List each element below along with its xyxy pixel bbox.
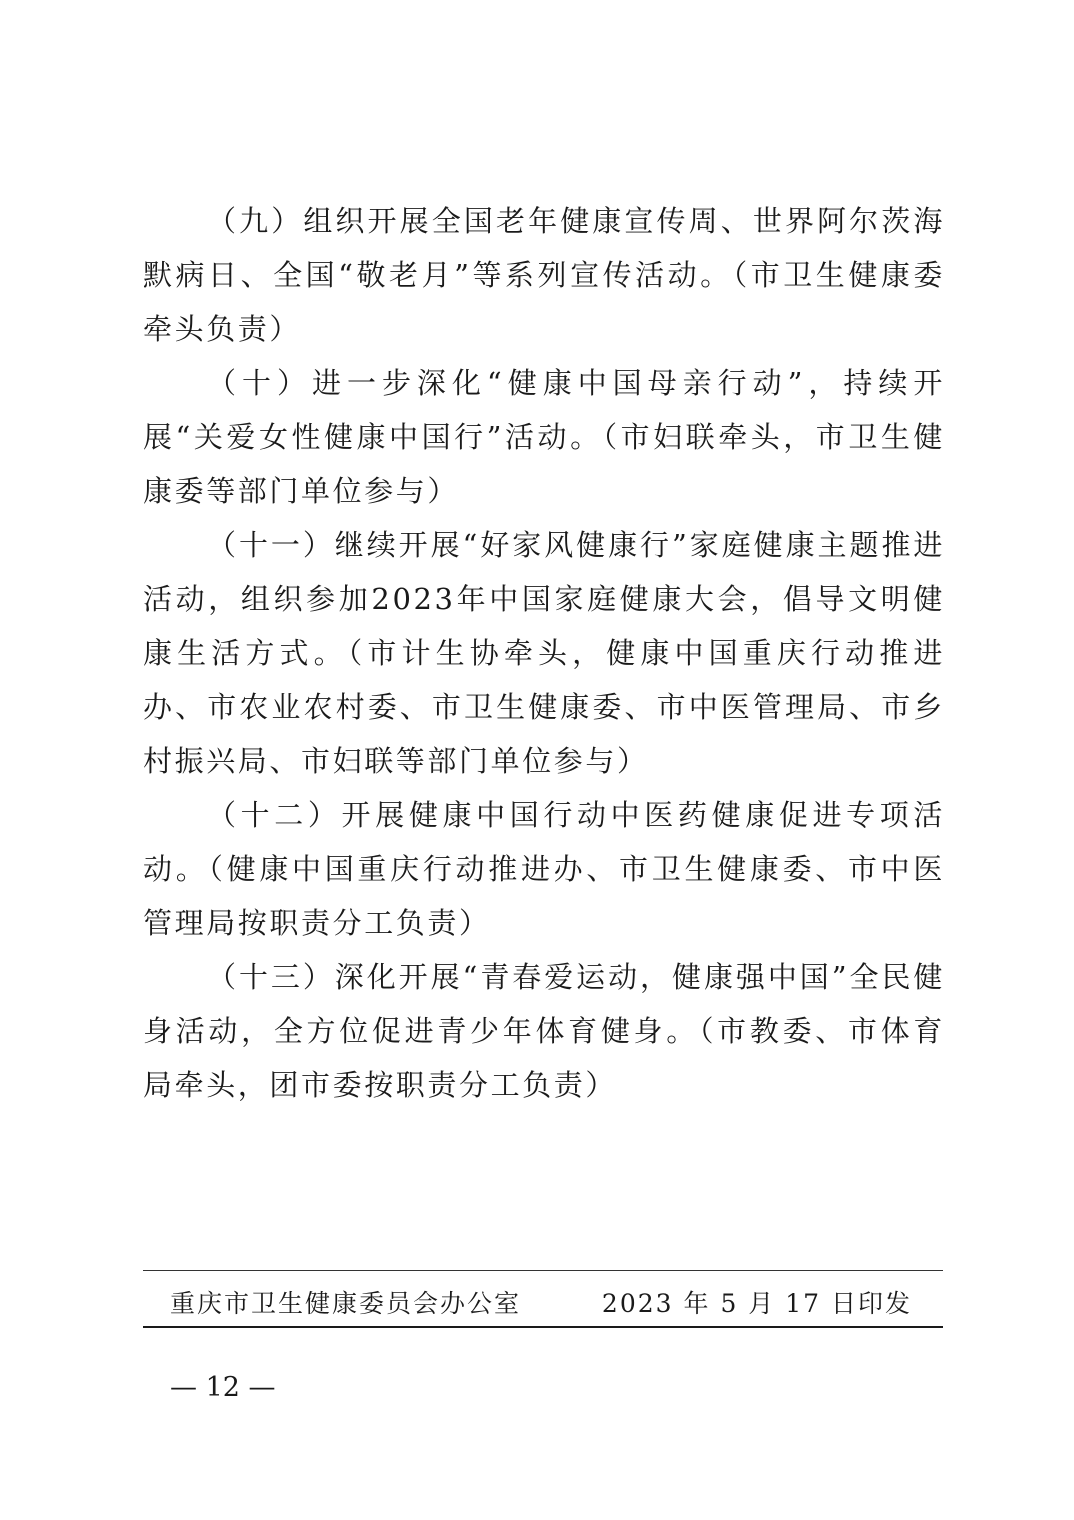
paragraph-item-13: （十三）深化开展“青春爱运动，健康强中国”全民健身活动，全方位促进青少年体育健身。（市教委、市体育局牵头，团市委按职责分工负责） (143, 960, 945, 1102)
footer-top-divider (143, 1270, 943, 1271)
page-number: — 12 — (170, 1372, 276, 1403)
paragraph-item-9: （九）组织开展全国老年健康宣传周、世界阿尔茨海默病日、全国“敬老月”等系列宣传活动。（市卫生健康委牵头负责） (143, 204, 945, 346)
issue-date: 2023 年 5 月 17 日印发 (601, 1289, 912, 1318)
paragraph-item-12: （十二）开展健康中国行动中医药健康促进专项活动。（健康中国重庆行动推进办、市卫生健康委、市中医管理局按职责分工负责） (143, 798, 945, 940)
paragraph-item-11: （十一）继续开展“好家风健康行”家庭健康主题推进活动，组织参加2023年中国家庭健康大会，倡导文明健康生活方式。（市计生协牵头，健康中国重庆行动推进办、市农业农村委、市卫生健康委、市中医管理局、市乡村振兴局、市妇联等部门单位参与） (143, 528, 945, 778)
paragraph-item-10: （十）进一步深化“健康中国母亲行动”，持续开展“关爱女性健康中国行”活动。（市妇联牵头，市卫生健康委等部门单位参与） (143, 366, 945, 508)
document-body (143, 194, 945, 1112)
footer-bottom-divider (143, 1326, 943, 1328)
issuing-office: 重庆市卫生健康委员会办公室 (170, 1289, 522, 1318)
